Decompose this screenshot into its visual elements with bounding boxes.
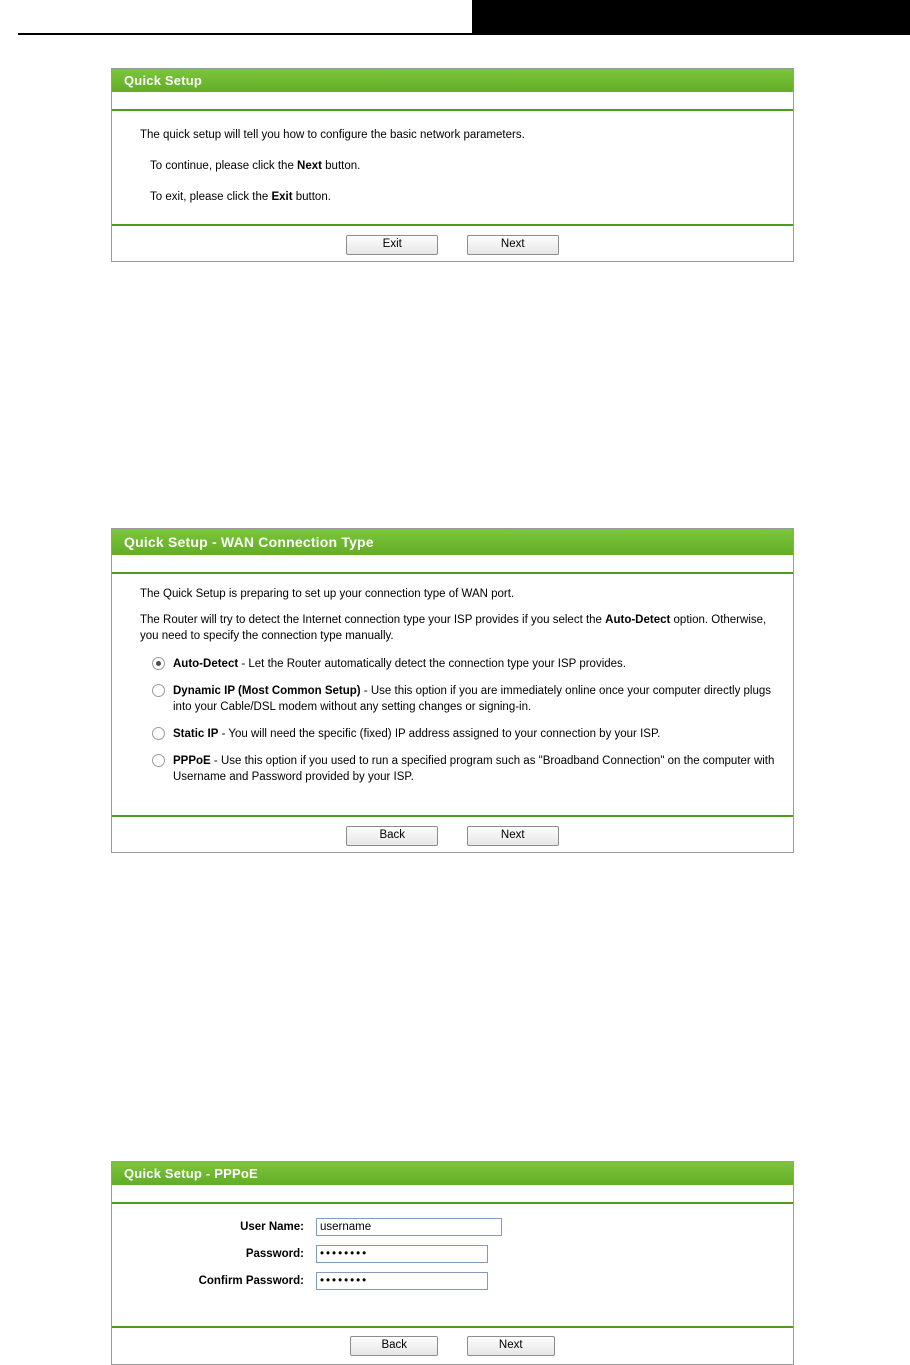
wan-panel-footer	[112, 815, 793, 854]
quick-setup-line-3-prefix: To exit, please click the	[150, 191, 272, 203]
wan-intro2-suffix: option. Otherwise, you need to specify the connection type manually.	[140, 614, 767, 642]
wan-panel-subbar	[112, 555, 793, 574]
wan-option-pppoe-rest: - Use this option if you used to run a specified program such as "Broadband Connection" on the computer with Username and Password provided by your ISP.	[173, 755, 775, 783]
quick-setup-footer	[112, 224, 793, 263]
wan-option-static-ip-label	[173, 726, 660, 742]
quick-setup-line-2-suffix: button.	[321, 160, 361, 172]
back-button-pppoe[interactable]: Back	[350, 1336, 438, 1356]
wan-option-static-ip-bold: Static IP	[173, 728, 219, 740]
quick-setup-line-1: The quick setup will tell you how to configure the basic network parameters.	[140, 129, 525, 141]
pppoe-panel-subbar	[112, 1185, 793, 1204]
quick-setup-line-2-bold: Next	[297, 160, 322, 172]
pppoe-password-label: Password:	[245, 1248, 304, 1260]
pppoe-panel-body	[112, 1204, 793, 1326]
wan-option-dynamic-ip-bold: Dynamic IP (Most Common Setup)	[173, 685, 361, 697]
back-button-wan[interactable]: Back	[346, 826, 438, 846]
pppoe-confirm-password-input[interactable]	[316, 1272, 488, 1290]
wan-option-dynamic-ip-rest: - Use this option if you are immediately online once your computer directly plugs into your Cable/DSL modem without any setting changes or signing-in.	[173, 685, 772, 713]
wan-option-pppoe-label	[173, 753, 777, 785]
wan-option-auto-detect[interactable]	[140, 656, 777, 672]
wan-panel-title: Quick Setup - WAN Connection Type	[112, 529, 793, 555]
page-header-band	[0, 0, 910, 38]
quick-setup-line-3-bold: Exit	[271, 191, 293, 203]
wan-intro2-prefix: The Router will try to detect the Internet connection type your ISP provides if you select the	[140, 614, 606, 626]
header-divider-rule	[18, 33, 910, 35]
pppoe-username-input[interactable]	[316, 1218, 502, 1236]
wan-option-pppoe-bold: PPPoE	[173, 755, 211, 767]
radio-static-ip-icon[interactable]	[152, 727, 165, 740]
radio-dynamic-ip-icon[interactable]	[152, 684, 165, 697]
pppoe-panel	[111, 1161, 794, 1365]
wan-option-static-ip-rest: - You will need the specific (fixed) IP address assigned to your connection by your ISP.	[218, 728, 661, 740]
next-button-pppoe[interactable]: Next	[467, 1336, 555, 1356]
pppoe-confirm-password-label: Confirm Password:	[198, 1275, 304, 1287]
wan-option-auto-detect-label	[173, 656, 626, 672]
pppoe-username-label: User Name:	[240, 1221, 304, 1233]
wan-option-dynamic-ip[interactable]	[140, 683, 777, 715]
wan-option-auto-detect-rest: - Let the Router automatically detect the connection type your ISP provides.	[238, 658, 626, 670]
wan-option-static-ip[interactable]	[140, 726, 777, 742]
quick-setup-body	[112, 111, 793, 224]
pppoe-panel-footer	[112, 1326, 793, 1363]
quick-setup-line-2-prefix: To continue, please click the	[150, 160, 298, 172]
wan-option-pppoe[interactable]	[140, 753, 777, 785]
wan-intro-line-2	[140, 612, 777, 644]
quick-setup-line-3-suffix: button.	[292, 191, 331, 203]
next-button-quick-setup[interactable]: Next	[467, 235, 559, 255]
wan-intro-line: The Quick Setup is preparing to set up your connection type of WAN port.	[140, 588, 515, 600]
next-button-wan[interactable]: Next	[467, 826, 559, 846]
quick-setup-line-3	[150, 189, 779, 205]
quick-setup-title: Quick Setup	[112, 69, 793, 92]
pppoe-password-row	[112, 1245, 793, 1263]
header-black-bar	[472, 0, 910, 33]
radio-pppoe-icon[interactable]	[152, 754, 165, 767]
pppoe-panel-title: Quick Setup - PPPoE	[112, 1162, 793, 1185]
wan-intro2-bold: Auto-Detect	[605, 614, 671, 626]
pppoe-confirm-password-row	[112, 1272, 793, 1290]
exit-button[interactable]: Exit	[346, 235, 438, 255]
quick-setup-line-2	[150, 158, 779, 174]
radio-auto-detect-icon[interactable]	[152, 657, 165, 670]
quick-setup-subbar	[112, 92, 793, 111]
wan-option-dynamic-ip-label	[173, 683, 777, 715]
wan-connection-type-panel	[111, 528, 794, 853]
wan-option-auto-detect-bold: Auto-Detect	[173, 658, 239, 670]
quick-setup-panel	[111, 68, 794, 262]
pppoe-password-input[interactable]	[316, 1245, 488, 1263]
pppoe-username-row	[112, 1218, 793, 1236]
wan-panel-body	[112, 574, 793, 815]
